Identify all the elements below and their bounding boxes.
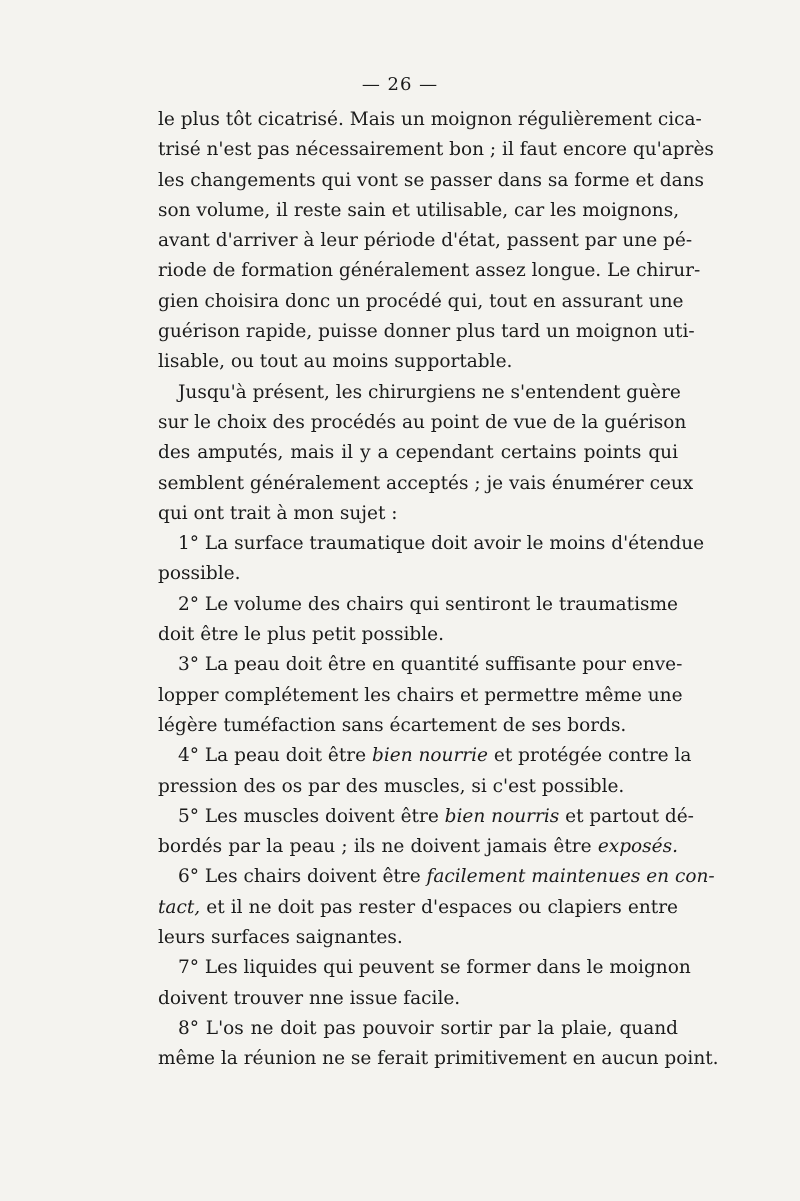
- text-line: bordés par la peau ; ils ne doivent jamais être exposés.: [158, 836, 678, 858]
- text-line: lisable, ou tout au moins supportable.: [158, 351, 513, 373]
- text-line: le plus tôt cicatrisé. Mais un moignon régulièrement cica-: [158, 109, 702, 130]
- text-line: possible.: [158, 563, 241, 585]
- text-line: guérison rapide, puisse donner plus tard un moignon uti-: [158, 321, 695, 343]
- text-line: gien choisira donc un procédé qui, tout en assurant une: [158, 290, 684, 312]
- body-text: [158, 105, 719, 1075]
- italic-emphasis: exposés.: [597, 836, 678, 858]
- italic-emphasis: bien nourris: [444, 805, 560, 827]
- text-line: semblent généralement acceptés ; je vais énumérer ceux: [158, 472, 694, 494]
- text-line: 5° Les muscles doivent être bien nourris et partout dé-: [178, 805, 694, 827]
- text-line: lopper complétement les chairs et permettre même une: [158, 684, 683, 706]
- text-line: 2° Le volume des chairs qui sentiront le traumatisme: [178, 593, 678, 615]
- text-line: riode de formation généralement assez longue. Le chirur-: [158, 260, 701, 282]
- text-line: trisé n'est pas nécessairement bon ; il faut encore qu'après: [158, 139, 714, 161]
- text-line: les changements qui vont se passer dans sa forme et dans: [158, 169, 705, 191]
- text-line: 1° La surface traumatique doit avoir le moins d'étendue: [178, 533, 705, 555]
- page-number: — 26 —: [361, 74, 439, 95]
- text-line: 6° Les chairs doivent être facilement maintenues en con-: [178, 866, 715, 888]
- text-line: doivent trouver nne issue facile.: [158, 987, 461, 1009]
- text-line: 8° L'os ne doit pas pouvoir sortir par la plaie, quand: [178, 1017, 678, 1039]
- text-line: des amputés, mais il y a cependant certains points qui: [158, 442, 678, 464]
- text-line: 4° La peau doit être bien nourrie et protégée contre la: [178, 745, 692, 767]
- italic-emphasis: facilement maintenues en con-: [426, 866, 715, 888]
- text-line: sur le choix des procédés au point de vue de la guérison: [158, 411, 687, 433]
- italic-emphasis: tact,: [158, 896, 201, 918]
- text-line: qui ont trait à mon sujet :: [158, 502, 398, 524]
- text-line: pression des os par des muscles, si c'est possible.: [158, 775, 625, 797]
- text-line: leurs surfaces saignantes.: [158, 927, 403, 949]
- text-line: doit être le plus petit possible.: [158, 624, 444, 646]
- text-line: 3° La peau doit être en quantité suffisante pour enve-: [178, 654, 683, 676]
- text-line: avant d'arriver à leur période d'état, passent par une pé-: [158, 230, 693, 252]
- text-line: son volume, il reste sain et utilisable, car les moignons,: [158, 199, 680, 221]
- text-line: légère tuméfaction sans écartement de ses bords.: [158, 714, 627, 736]
- text-line: même la réunion ne se ferait primitivement en aucun point.: [158, 1048, 719, 1070]
- text-line: tact, et il ne doit pas rester d'espaces ou clapiers entre: [158, 896, 678, 918]
- text-line: Jusqu'à présent, les chirurgiens ne s'entendent guère: [178, 381, 681, 403]
- text-line: 7° Les liquides qui peuvent se former dans le moignon: [178, 957, 691, 979]
- italic-emphasis: bien nourrie: [371, 745, 489, 767]
